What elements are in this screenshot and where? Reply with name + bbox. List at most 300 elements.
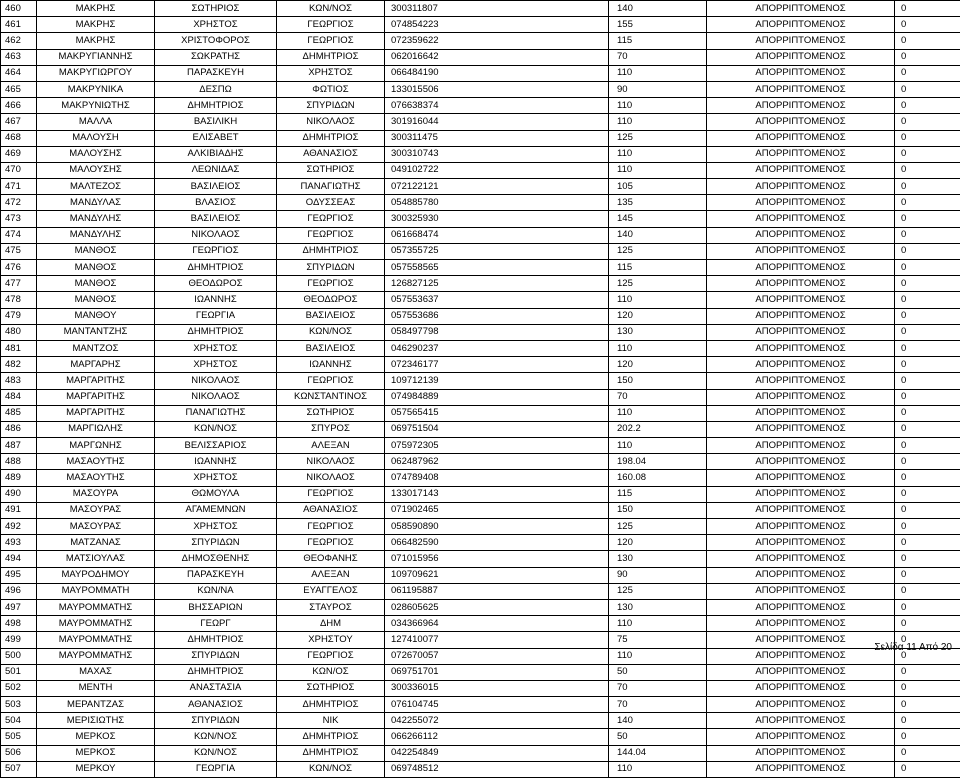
row-number-cell: 506 [1,745,37,761]
table-row [1,421,960,437]
status-cell: ΑΠΟΡΡΙΠΤΟΜΕΝΟΣ [707,195,895,211]
points-cell: 0 [895,599,960,615]
score-cell: 110 [609,292,707,308]
father-name-cell: ΓΕΩΡΓΙΟΣ [277,486,385,502]
status-cell: ΑΠΟΡΡΙΠΤΟΜΕΝΟΣ [707,98,895,114]
first-name-cell: ΑΝΑΣΤΑΣΙΑ [155,680,277,696]
row-number-cell: 476 [1,260,37,276]
first-name-cell: ΔΗΜΟΣΘΕΝΗΣ [155,551,277,567]
row-number-cell: 483 [1,373,37,389]
points-cell: 0 [895,454,960,470]
father-name-cell: ΔΗΜΗΤΡΙΟΣ [277,49,385,65]
table-row [1,697,960,713]
status-cell: ΑΠΟΡΡΙΠΤΟΜΕΝΟΣ [707,114,895,130]
id-number-cell: 061668474 [385,227,609,243]
id-number-cell: 046290237 [385,340,609,356]
score-cell: 120 [609,535,707,551]
first-name-cell: ΠΑΡΑΣΚΕΥΗ [155,567,277,583]
row-number-cell: 490 [1,486,37,502]
first-name-cell: ΙΩΑΝΝΗΣ [155,454,277,470]
row-number-cell: 491 [1,502,37,518]
points-cell: 0 [895,567,960,583]
first-name-cell: ΘΕΟΔΩΡΟΣ [155,276,277,292]
points-cell: 0 [895,179,960,195]
first-name-cell: ΕΛΙΣΑΒΕΤ [155,130,277,146]
father-name-cell: ΓΕΩΡΓΙΟΣ [277,17,385,33]
id-number-cell: 072122121 [385,179,609,195]
table-row [1,729,960,745]
row-number-cell: 472 [1,195,37,211]
status-cell: ΑΠΟΡΡΙΠΤΟΜΕΝΟΣ [707,162,895,178]
id-number-cell: 133015506 [385,81,609,97]
id-number-cell: 066484190 [385,65,609,81]
id-number-cell: 074854223 [385,17,609,33]
table-row [1,1,960,17]
row-number-cell: 475 [1,243,37,259]
status-cell: ΑΠΟΡΡΙΠΤΟΜΕΝΟΣ [707,680,895,696]
points-cell: 0 [895,114,960,130]
first-name-cell: ΧΡΗΣΤΟΣ [155,519,277,535]
row-number-cell: 460 [1,1,37,17]
table-row [1,357,960,373]
father-name-cell: ΦΩΤΙΟΣ [277,81,385,97]
id-number-cell: 042254849 [385,745,609,761]
table-row [1,211,960,227]
row-number-cell: 477 [1,276,37,292]
father-name-cell: ΧΡΗΣΤΟΣ [277,65,385,81]
id-number-cell: 069751504 [385,421,609,437]
table-row [1,146,960,162]
father-name-cell: ΒΑΣΙΛΕΙΟΣ [277,308,385,324]
father-name-cell: ΧΡΗΣΤΟΥ [277,632,385,648]
table-row [1,567,960,583]
surname-cell: ΜΑΝΘΟΣ [37,292,155,308]
points-cell: 0 [895,729,960,745]
father-name-cell: ΓΕΩΡΓΙΟΣ [277,373,385,389]
score-cell: 110 [609,648,707,664]
table-row [1,243,960,259]
status-cell: ΑΠΟΡΡΙΠΤΟΜΕΝΟΣ [707,130,895,146]
father-name-cell: ΓΕΩΡΓΙΟΣ [277,33,385,49]
points-cell: 0 [895,162,960,178]
status-cell: ΑΠΟΡΡΙΠΤΟΜΕΝΟΣ [707,1,895,17]
first-name-cell: ΔΗΜΗΤΡΙΟΣ [155,664,277,680]
table-row [1,179,960,195]
row-number-cell: 498 [1,616,37,632]
father-name-cell: ΔΗΜΗΤΡΙΟΣ [277,697,385,713]
surname-cell: ΜΑΛΤΕΖΟΣ [37,179,155,195]
id-number-cell: 057355725 [385,243,609,259]
points-cell: 0 [895,276,960,292]
score-cell: 202.2 [609,421,707,437]
first-name-cell: ΧΡΗΣΤΟΣ [155,470,277,486]
row-number-cell: 481 [1,340,37,356]
first-name-cell: ΠΑΡΑΣΚΕΥΗ [155,65,277,81]
score-cell: 110 [609,405,707,421]
id-number-cell: 057553686 [385,308,609,324]
status-cell: ΑΠΟΡΡΙΠΤΟΜΕΝΟΣ [707,599,895,615]
id-number-cell: 300336015 [385,680,609,696]
surname-cell: ΜΕΡΚΟΥ [37,761,155,777]
table-row [1,519,960,535]
father-name-cell: ΓΕΩΡΓΙΟΣ [277,276,385,292]
points-cell: 0 [895,502,960,518]
score-cell: 115 [609,260,707,276]
score-cell: 50 [609,664,707,680]
id-number-cell: 300310743 [385,146,609,162]
status-cell: ΑΠΟΡΡΙΠΤΟΜΕΝΟΣ [707,697,895,713]
first-name-cell: ΒΑΣΙΛΙΚΗ [155,114,277,130]
surname-cell: ΜΑΣΟΥΡΑ [37,486,155,502]
points-cell: 0 [895,421,960,437]
status-cell: ΑΠΟΡΡΙΠΤΟΜΕΝΟΣ [707,745,895,761]
score-cell: 110 [609,162,707,178]
points-cell: 0 [895,519,960,535]
score-cell: 90 [609,567,707,583]
status-cell: ΑΠΟΡΡΙΠΤΟΜΕΝΟΣ [707,632,895,648]
status-cell: ΑΠΟΡΡΙΠΤΟΜΕΝΟΣ [707,81,895,97]
father-name-cell: ΓΕΩΡΓΙΟΣ [277,519,385,535]
father-name-cell: ΚΩΝΣΤΑΝΤΙΝΟΣ [277,389,385,405]
row-number-cell: 500 [1,648,37,664]
id-number-cell: 054885780 [385,195,609,211]
row-number-cell: 485 [1,405,37,421]
surname-cell: ΜΑΡΓΑΡΙΤΗΣ [37,389,155,405]
status-cell: ΑΠΟΡΡΙΠΤΟΜΕΝΟΣ [707,567,895,583]
surname-cell: ΜΑΣΟΥΡΑΣ [37,519,155,535]
score-cell: 90 [609,81,707,97]
first-name-cell: ΓΕΩΡΓΙΟΣ [155,243,277,259]
points-cell: 0 [895,745,960,761]
first-name-cell: ΝΙΚΟΛΑΟΣ [155,389,277,405]
id-number-cell: 300325930 [385,211,609,227]
row-number-cell: 496 [1,583,37,599]
id-number-cell: 126827125 [385,276,609,292]
first-name-cell: ΛΕΩΝΙΔΑΣ [155,162,277,178]
father-name-cell: ΠΑΝΑΓΙΩΤΗΣ [277,179,385,195]
surname-cell: ΜΑΣΟΥΡΑΣ [37,502,155,518]
score-cell: 140 [609,1,707,17]
table-row [1,308,960,324]
father-name-cell: ΔΗΜ [277,616,385,632]
first-name-cell: ΒΛΑΣΙΟΣ [155,195,277,211]
first-name-cell: ΒΗΣΣΑΡΙΩΝ [155,599,277,615]
status-cell: ΑΠΟΡΡΙΠΤΟΜΕΝΟΣ [707,616,895,632]
points-cell: 0 [895,438,960,454]
surname-cell: ΜΑΚΡΥΝΙΩΤΗΣ [37,98,155,114]
score-cell: 110 [609,146,707,162]
score-cell: 144.04 [609,745,707,761]
score-cell: 110 [609,340,707,356]
first-name-cell: ΣΩΚΡΑΤΗΣ [155,49,277,65]
id-number-cell: 072359622 [385,33,609,49]
surname-cell: ΜΑΝΘΟΥ [37,308,155,324]
row-number-cell: 463 [1,49,37,65]
id-number-cell: 034366964 [385,616,609,632]
surname-cell: ΜΕΡΚΟΣ [37,729,155,745]
id-number-cell: 071015956 [385,551,609,567]
surname-cell: ΜΑΥΡΟΜΜΑΤΗΣ [37,616,155,632]
row-number-cell: 467 [1,114,37,130]
status-cell: ΑΠΟΡΡΙΠΤΟΜΕΝΟΣ [707,664,895,680]
table-row [1,648,960,664]
row-number-cell: 466 [1,98,37,114]
surname-cell: ΜΑΚΡΥΓΙΑΝΝΗΣ [37,49,155,65]
table-row [1,713,960,729]
status-cell: ΑΠΟΡΡΙΠΤΟΜΕΝΟΣ [707,421,895,437]
first-name-cell: ΓΕΩΡΓ [155,616,277,632]
score-cell: 130 [609,324,707,340]
table-row [1,33,960,49]
points-cell: 0 [895,680,960,696]
father-name-cell: ΣΩΤΗΡΙΟΣ [277,162,385,178]
status-cell: ΑΠΟΡΡΙΠΤΟΜΕΝΟΣ [707,17,895,33]
table-row [1,470,960,486]
table-row [1,17,960,33]
points-cell: 0 [895,583,960,599]
father-name-cell: ΑΘΑΝΑΣΙΟΣ [277,502,385,518]
score-cell: 115 [609,486,707,502]
score-cell: 125 [609,276,707,292]
score-cell: 110 [609,438,707,454]
status-cell: ΑΠΟΡΡΙΠΤΟΜΕΝΟΣ [707,486,895,502]
id-number-cell: 057553637 [385,292,609,308]
table-row [1,162,960,178]
father-name-cell: ΝΙΚΟΛΑΟΣ [277,454,385,470]
status-cell: ΑΠΟΡΡΙΠΤΟΜΕΝΟΣ [707,65,895,81]
score-cell: 160.08 [609,470,707,486]
score-cell: 120 [609,357,707,373]
first-name-cell: ΙΩΑΝΝΗΣ [155,292,277,308]
score-cell: 125 [609,583,707,599]
id-number-cell: 109709621 [385,567,609,583]
table-row [1,65,960,81]
row-number-cell: 469 [1,146,37,162]
id-number-cell: 057565415 [385,405,609,421]
row-number-cell: 488 [1,454,37,470]
id-number-cell: 057558565 [385,260,609,276]
row-number-cell: 489 [1,470,37,486]
father-name-cell: ΓΕΩΡΓΙΟΣ [277,648,385,664]
points-cell: 0 [895,324,960,340]
row-number-cell: 502 [1,680,37,696]
first-name-cell: ΒΑΣΙΛΕΙΟΣ [155,211,277,227]
father-name-cell: ΑΛΕΞΑΝ [277,567,385,583]
status-cell: ΑΠΟΡΡΙΠΤΟΜΕΝΟΣ [707,535,895,551]
row-number-cell: 470 [1,162,37,178]
table-row [1,454,960,470]
id-number-cell: 301916044 [385,114,609,130]
first-name-cell: ΣΠΥΡΙΔΩΝ [155,648,277,664]
points-cell: 0 [895,551,960,567]
father-name-cell: ΣΩΤΗΡΙΟΣ [277,680,385,696]
first-name-cell: ΒΑΣΙΛΕΙΟΣ [155,179,277,195]
row-number-cell: 507 [1,761,37,777]
score-cell: 198.04 [609,454,707,470]
table-row [1,130,960,146]
first-name-cell: ΝΙΚΟΛΑΟΣ [155,227,277,243]
father-name-cell: ΘΕΟΦΑΝΗΣ [277,551,385,567]
score-cell: 115 [609,33,707,49]
surname-cell: ΜΑΝΔΥΛΗΣ [37,211,155,227]
row-number-cell: 473 [1,211,37,227]
points-cell: 0 [895,308,960,324]
id-number-cell: 075972305 [385,438,609,454]
surname-cell: ΜΑΝΤΖΟΣ [37,340,155,356]
points-cell: 0 [895,243,960,259]
id-number-cell: 062487962 [385,454,609,470]
first-name-cell: ΧΡΗΣΤΟΣ [155,17,277,33]
status-cell: ΑΠΟΡΡΙΠΤΟΜΕΝΟΣ [707,454,895,470]
points-cell: 0 [895,389,960,405]
id-number-cell: 133017143 [385,486,609,502]
surname-cell: ΜΑΛΟΥΣΗΣ [37,162,155,178]
id-number-cell: 127410077 [385,632,609,648]
table-row [1,389,960,405]
father-name-cell: ΔΗΜΗΤΡΙΟΣ [277,729,385,745]
status-cell: ΑΠΟΡΡΙΠΤΟΜΕΝΟΣ [707,373,895,389]
id-number-cell: 300311475 [385,130,609,146]
points-cell: 0 [895,98,960,114]
id-number-cell: 074789408 [385,470,609,486]
status-cell: ΑΠΟΡΡΙΠΤΟΜΕΝΟΣ [707,502,895,518]
surname-cell: ΜΑΚΡΗΣ [37,17,155,33]
status-cell: ΑΠΟΡΡΙΠΤΟΜΕΝΟΣ [707,276,895,292]
surname-cell: ΜΑΡΓΑΡΙΤΗΣ [37,373,155,389]
father-name-cell: ΙΩΑΝΝΗΣ [277,357,385,373]
row-number-cell: 492 [1,519,37,535]
id-number-cell: 069748512 [385,761,609,777]
table-row [1,340,960,356]
father-name-cell: ΓΕΩΡΓΙΟΣ [277,227,385,243]
surname-cell: ΜΑΥΡΟΜΜΑΤΗΣ [37,599,155,615]
row-number-cell: 487 [1,438,37,454]
id-number-cell: 074984889 [385,389,609,405]
points-cell: 0 [895,761,960,777]
father-name-cell: ΔΗΜΗΤΡΙΟΣ [277,130,385,146]
first-name-cell: ΓΕΩΡΓΙΑ [155,308,277,324]
id-number-cell: 072670057 [385,648,609,664]
points-cell: 0 [895,65,960,81]
father-name-cell: ΝΙΚ [277,713,385,729]
score-cell: 125 [609,519,707,535]
father-name-cell: ΣΠΥΡΙΔΩΝ [277,260,385,276]
score-cell: 125 [609,243,707,259]
score-cell: 130 [609,599,707,615]
first-name-cell: ΔΗΜΗΤΡΙΟΣ [155,260,277,276]
status-cell: ΑΠΟΡΡΙΠΤΟΜΕΝΟΣ [707,713,895,729]
father-name-cell: ΚΩΝ/ΝΟΣ [277,324,385,340]
table-row [1,98,960,114]
status-cell: ΑΠΟΡΡΙΠΤΟΜΕΝΟΣ [707,519,895,535]
points-cell: 0 [895,486,960,502]
father-name-cell: ΣΩΤΗΡΙΟΣ [277,405,385,421]
table-row [1,502,960,518]
surname-cell: ΜΑΝΤΑΝΤΖΗΣ [37,324,155,340]
points-cell: 0 [895,373,960,389]
status-cell: ΑΠΟΡΡΙΠΤΟΜΕΝΟΣ [707,211,895,227]
id-number-cell: 058590890 [385,519,609,535]
father-name-cell: ΘΕΟΔΩΡΟΣ [277,292,385,308]
surname-cell: ΜΑΛΟΥΣΗΣ [37,146,155,162]
row-number-cell: 501 [1,664,37,680]
surname-cell: ΜΕΡΑΝΤΖΑΣ [37,697,155,713]
points-cell: 0 [895,535,960,551]
score-cell: 120 [609,308,707,324]
surname-cell: ΜΑΚΡΗΣ [37,33,155,49]
score-cell: 110 [609,761,707,777]
surname-cell: ΜΕΡΚΟΣ [37,745,155,761]
table-row [1,276,960,292]
status-cell: ΑΠΟΡΡΙΠΤΟΜΕΝΟΣ [707,551,895,567]
points-cell: 0 [895,81,960,97]
row-number-cell: 465 [1,81,37,97]
status-cell: ΑΠΟΡΡΙΠΤΟΜΕΝΟΣ [707,357,895,373]
table-row [1,405,960,421]
status-cell: ΑΠΟΡΡΙΠΤΟΜΕΝΟΣ [707,243,895,259]
status-cell: ΑΠΟΡΡΙΠΤΟΜΕΝΟΣ [707,179,895,195]
points-cell: 0 [895,17,960,33]
surname-cell: ΜΑΛΟΥΣΗ [37,130,155,146]
score-cell: 140 [609,713,707,729]
table-row [1,81,960,97]
score-cell: 70 [609,680,707,696]
father-name-cell: ΝΙΚΟΛΑΟΣ [277,470,385,486]
surname-cell: ΜΑΧΑΣ [37,664,155,680]
first-name-cell: ΔΕΣΠΩ [155,81,277,97]
first-name-cell: ΔΗΜΗΤΡΙΟΣ [155,98,277,114]
points-cell: 0 [895,405,960,421]
score-cell: 110 [609,114,707,130]
table-row [1,486,960,502]
score-cell: 50 [609,729,707,745]
table-row [1,324,960,340]
id-number-cell: 058497798 [385,324,609,340]
father-name-cell: ΝΙΚΟΛΑΟΣ [277,114,385,130]
table-row [1,632,960,648]
score-cell: 155 [609,17,707,33]
points-cell: 0 [895,195,960,211]
first-name-cell: ΚΩΝ/ΝΑ [155,583,277,599]
surname-cell: ΜΑΥΡΟΜΜΑΤΗΣ [37,648,155,664]
score-cell: 135 [609,195,707,211]
row-number-cell: 504 [1,713,37,729]
first-name-cell: ΧΡΗΣΤΟΣ [155,357,277,373]
table-row [1,114,960,130]
status-cell: ΑΠΟΡΡΙΠΤΟΜΕΝΟΣ [707,438,895,454]
father-name-cell: ΔΗΜΗΤΡΙΟΣ [277,243,385,259]
row-number-cell: 495 [1,567,37,583]
id-number-cell: 066266112 [385,729,609,745]
score-cell: 150 [609,373,707,389]
status-cell: ΑΠΟΡΡΙΠΤΟΜΕΝΟΣ [707,389,895,405]
row-number-cell: 486 [1,421,37,437]
first-name-cell: ΚΩΝ/ΝΟΣ [155,745,277,761]
table-row [1,195,960,211]
id-number-cell: 076104745 [385,697,609,713]
surname-cell: ΜΑΤΖΑΝΑΣ [37,535,155,551]
table-row [1,745,960,761]
table-row [1,616,960,632]
first-name-cell: ΔΗΜΗΤΡΙΟΣ [155,324,277,340]
surname-cell: ΜΑΥΡΟΜΜΑΤΗΣ [37,632,155,648]
score-cell: 110 [609,65,707,81]
table-row [1,227,960,243]
row-number-cell: 482 [1,357,37,373]
score-cell: 145 [609,211,707,227]
surname-cell: ΜΑΝΘΟΣ [37,276,155,292]
id-number-cell: 049102722 [385,162,609,178]
